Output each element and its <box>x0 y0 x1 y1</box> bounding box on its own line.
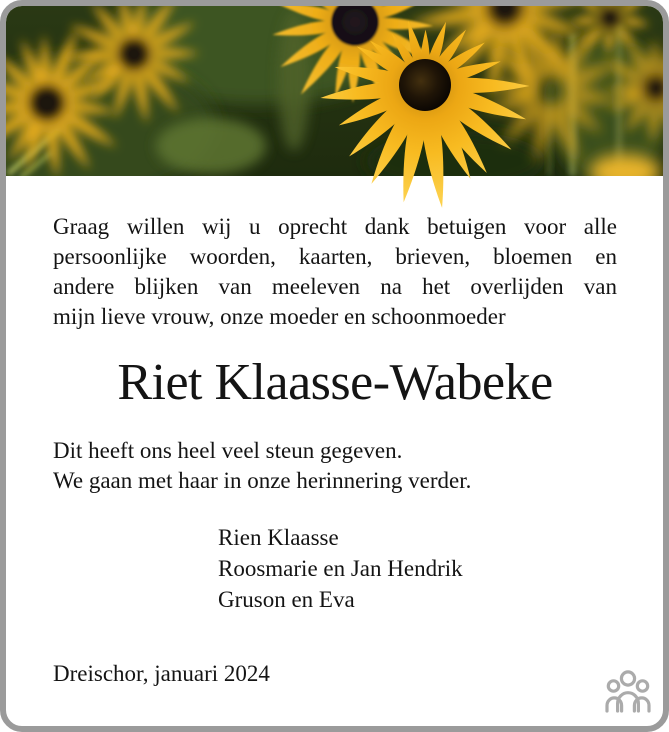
signatories-block <box>218 522 617 615</box>
signatory: Roosmarie en Jan Hendrik <box>218 556 463 581</box>
acknowledgement-line: persoonlijke woorden, kaarten, brieven, bloemen en <box>53 244 617 269</box>
message-paragraph <box>53 436 617 496</box>
flower-field-photo <box>6 6 663 231</box>
people-group-icon[interactable] <box>605 669 651 715</box>
acknowledgement-line: Graag willen wij u oprecht dank betuigen voor alle <box>53 214 617 239</box>
signatory: Gruson en Eva <box>218 587 355 612</box>
photo-background <box>6 6 663 196</box>
message-line: We gaan met haar in onze herinnering verder. <box>53 468 472 493</box>
signatory: Rien Klaasse <box>218 525 339 550</box>
message-line: Dit heeft ons heel veel steun gegeven. <box>53 438 403 463</box>
deceased-name: Riet Klaasse-Wabeke <box>117 354 553 411</box>
acknowledgement-paragraph <box>53 212 617 332</box>
place-date-line: Dreischor, januari 2024 <box>53 661 270 686</box>
acknowledgement-line: andere blijken van meeleven na het overlijden van <box>53 274 617 299</box>
acknowledgement-line: mijn lieve vrouw, onze moeder en schoonmoeder <box>53 304 506 329</box>
card-content <box>6 212 663 689</box>
